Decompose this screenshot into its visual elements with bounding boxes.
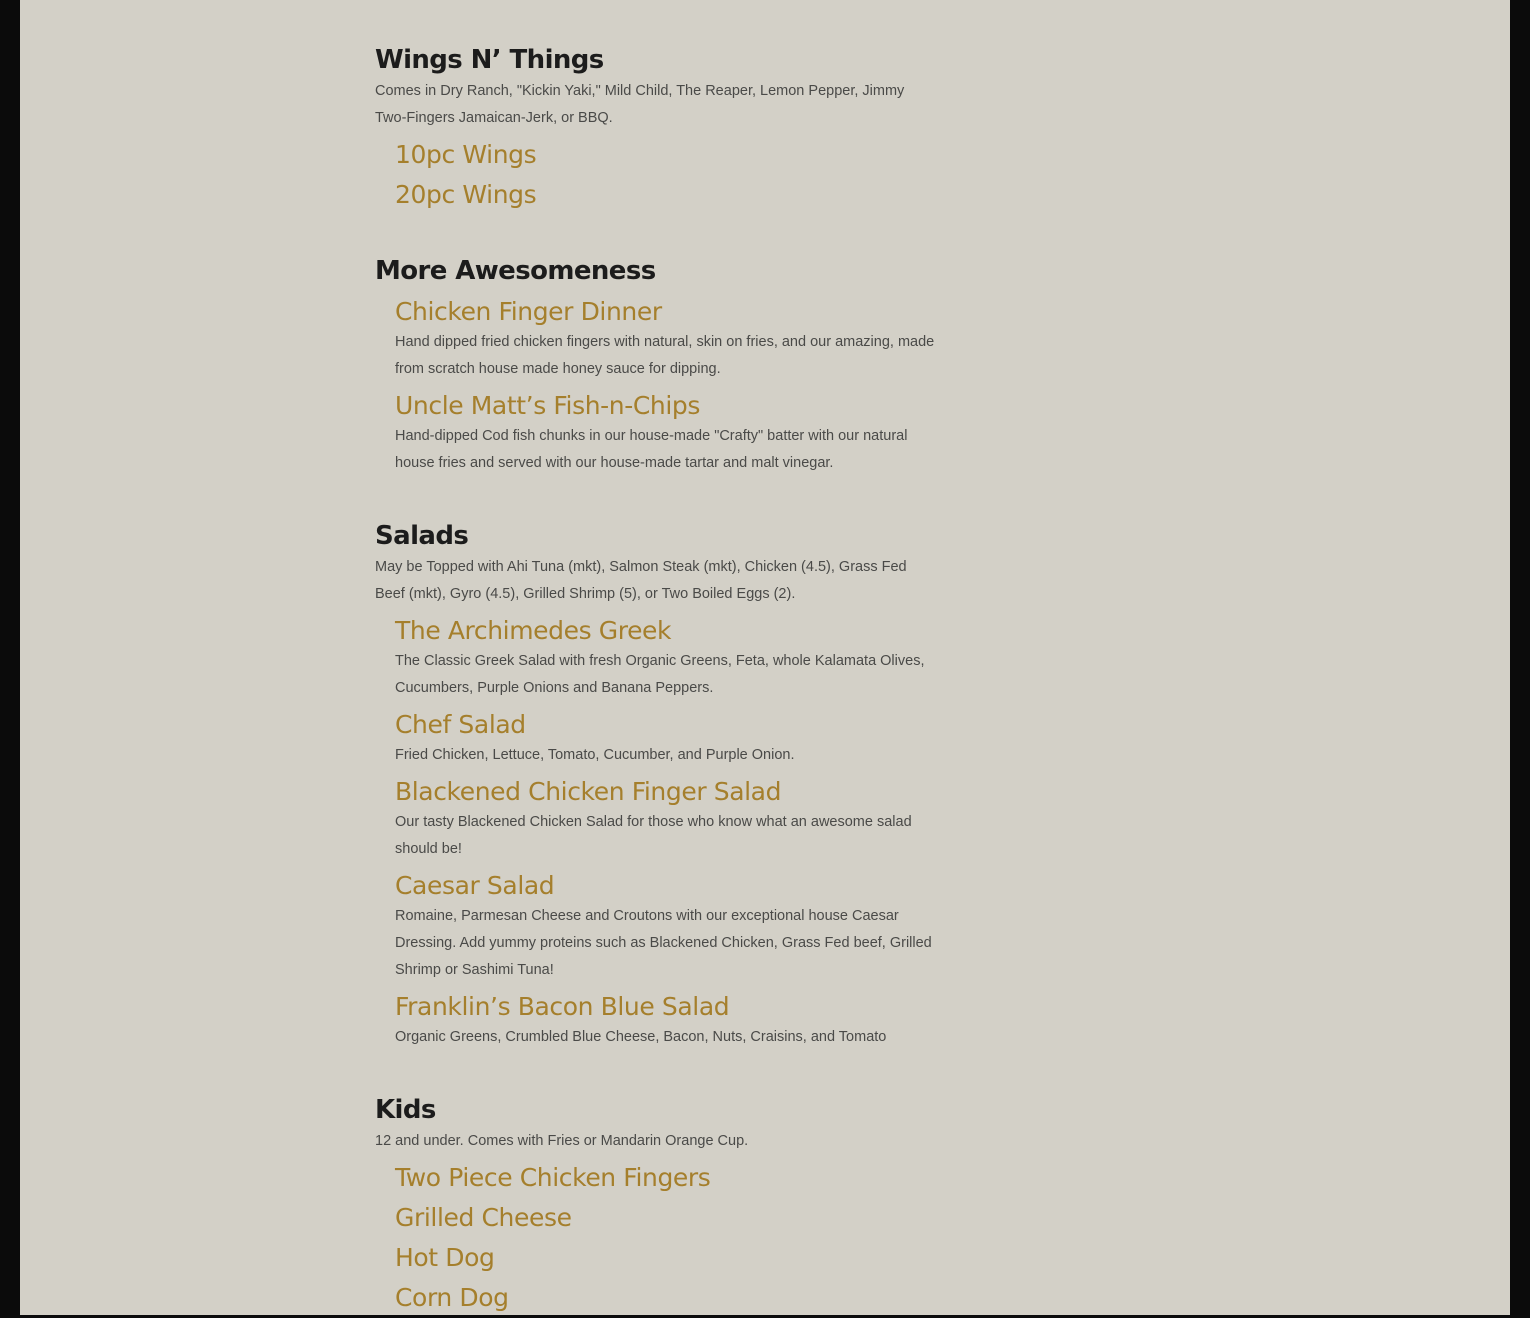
menu-item-20pc-wings[interactable]: 20pc Wings (395, 180, 537, 209)
section-note-kids: 12 and under. Comes with Fries or Mandarin Orange Cup. (375, 1133, 749, 1149)
menu-item-bacon-blue-salad[interactable]: Franklin’s Bacon Blue Salad (395, 992, 730, 1021)
section-title-kids: Kids (375, 1095, 436, 1125)
section-title-wings: Wings N’ Things (375, 45, 604, 75)
section-title-salads: Salads (375, 521, 469, 551)
menu-item-two-piece-chicken-fingers[interactable]: Two Piece Chicken Fingers (395, 1163, 711, 1192)
menu-page (20, 0, 1510, 1315)
menu-item-desc: Hand dipped fried chicken fingers with natural, skin on fries, and our amazing, made from scratch house made honey sauce for dipping. (395, 334, 935, 377)
menu-item-desc: Our tasty Blackened Chicken Salad for those who know what an awesome salad should be! (395, 814, 912, 857)
menu-item-fish-n-chips[interactable]: Uncle Matt’s Fish-n-Chips (395, 391, 700, 420)
menu-item-desc: Fried Chicken, Lettuce, Tomato, Cucumber, and Purple Onion. (395, 747, 795, 763)
menu-item-corn-dog[interactable]: Corn Dog (395, 1283, 509, 1312)
menu-item-chicken-finger-dinner[interactable]: Chicken Finger Dinner (395, 297, 662, 326)
menu-item-desc: The Classic Greek Salad with fresh Organic Greens, Feta, whole Kalamata Olives, Cucumbers, Purple Onions and Banana Peppers. (395, 653, 925, 696)
menu-item-hot-dog[interactable]: Hot Dog (395, 1243, 495, 1272)
menu-item-chef-salad[interactable]: Chef Salad (395, 710, 526, 739)
section-note-salads: May be Topped with Ahi Tuna (mkt), Salmon Steak (mkt), Chicken (4.5), Grass Fed Beef (mkt), Gyro (4.5), Grilled Shrimp (5), or Two Boiled Eggs (2). (375, 559, 907, 602)
menu-item-desc: Romaine, Parmesan Cheese and Croutons with our exceptional house Caesar Dressing. Add yummy proteins such as Blackened Chicken, Grass Fed beef, Grilled Shrimp or Sashimi Tuna! (395, 908, 932, 978)
menu-item-10pc-wings[interactable]: 10pc Wings (395, 140, 537, 169)
section-title-more-awesomeness: More Awesomeness (375, 256, 656, 286)
menu-item-grilled-cheese[interactable]: Grilled Cheese (395, 1203, 572, 1232)
menu-item-desc: Hand-dipped Cod fish chunks in our house-made "Crafty" batter with our natural house fries and served with our house-made tartar and malt vinegar. (395, 428, 908, 471)
menu-item-caesar-salad[interactable]: Caesar Salad (395, 871, 555, 900)
menu-item-archimedes-greek[interactable]: The Archimedes Greek (395, 616, 672, 645)
menu-item-desc: Organic Greens, Crumbled Blue Cheese, Bacon, Nuts, Craisins, and Tomato (395, 1029, 887, 1045)
section-note-wings: Comes in Dry Ranch, "Kickin Yaki," Mild Child, The Reaper, Lemon Pepper, Jimmy Two-Fingers Jamaican-Jerk, or BBQ. (375, 83, 905, 126)
menu-item-blackened-chicken-finger-salad[interactable]: Blackened Chicken Finger Salad (395, 777, 782, 806)
